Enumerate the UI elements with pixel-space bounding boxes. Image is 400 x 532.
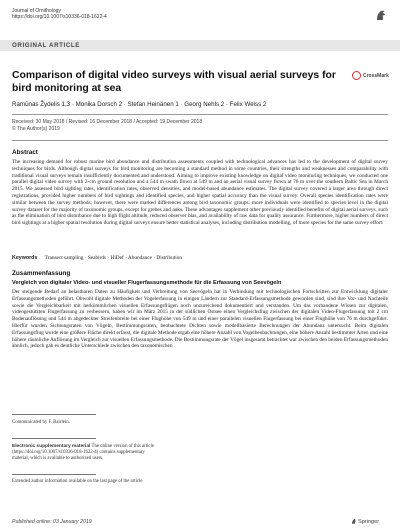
extended-info-divider	[12, 474, 96, 475]
esm-note	[12, 444, 162, 463]
esm-label: Electronic supplementary material	[12, 444, 91, 449]
publisher-name: Springer	[358, 519, 380, 525]
keywords-label: Keywords	[12, 255, 38, 261]
article-type-label: ORIGINAL ARTICLE	[12, 41, 81, 49]
keywords-line	[12, 255, 182, 261]
journal-header	[12, 8, 107, 20]
copyright-line: © The Author(s) 2019	[12, 125, 60, 132]
article-title: Comparison of digital video surveys with visual aerial surveys for bird monitoring at sea	[12, 70, 336, 94]
article-type-badge	[0, 40, 400, 51]
author-list: Ramūnas Žydelis 1,3 · Monika Dorsch 2 · Stefan Heinänen 1 · Georg Nehls 2 · Felix Weiss 2	[12, 101, 267, 108]
crossmark-label: CrossMark	[363, 72, 389, 79]
zusammenfassung-text: Der steigende Bedarf an belastbaren Daten zu Häufigkeit und Verbreitung von Seevögeln hat in Verbindung mit technologischen Fortschritten zur Entwicklung digitaler Erfassungsmethoden geführt. Obwohl digitale Methoden der Vogelerfassung in einigen Ländern zur Standard-Erfassungsmethode geworden sind, sind ihre Vor- und Nachteile sowie die Vergleichbarkeit mit herkömmlichen visuellen Erfassungsflügen noch unzureichend dokumentiert und verstanden. Um das vorhandene Wissen zur digitalen, videogestützten Flugerfassung zu verbessern, haben wir im März 2015 in der südlichen Ostsee einen Vergleichsflug zwischen der digitalen Video-Flugerfassung mit 2 cm Bodenauflösung und 544 m abgedeckter Streifenbreite bei einer Flughöhe von 549 m und einer parallelen visuellen Flugerfassung bei einer Flughöhe von 76 m durchgeführt. Hierfür wurden Sichtungsraten von Vögeln, Bestimmungsraten, beobachtete Dichten sowie modellbasierte Berechnungen der Abundanz untersucht. Beim digitalen Erfassungsflug wurde eine größere Fläche direkt erfasst, die digitale Methode ergab eine höhere Anzahl von Vogelbeobachtungen, eine höhere Anzahl bestimmter Arten und eine höhere räumliche Auflösung im Vergleich zur visuellen Erfassungsmethode. Die Bestimmungsrate der Vögel insgesamt betrachtet war zwischen den beiden Erfassungsmethoden ähnlich, jedoch gab es deutliche Unterschiede zwischen den taxonomischen	[12, 289, 388, 350]
header-divider	[12, 114, 388, 115]
published-date: Published online: 03 January 2019	[12, 519, 92, 525]
springer-small-horse-icon	[351, 518, 356, 524]
abstract-divider	[12, 140, 388, 141]
zusammenfassung-heading: Zusammenfassung	[12, 270, 71, 277]
footnote-divider	[12, 414, 96, 415]
abstract-heading: Abstract	[12, 149, 38, 156]
abstract-text: The increasing demand for robust marine bird abundance and distribution assessments coupled with technological advances has led to the development of digital survey techniques for birds. Although digital surveys for bird monitoring are becoming a standard method in some countries, their strengths and weaknesses and comparability with traditional visual surveys remain insufficiently documented and understood. Aiming to improve existing knowledge on digital video monitoring techniques, we conducted one parallel digital video survey with 2-cm ground resolution and a 544 m swath flown at 549 m and an aerial visual survey flown at 76 m over the southern Baltic Sea in March 2015. We assessed bird sighting rates, identification rates, observed densities, and model-based abundance estimates. The digital survey covered a larger area through direct registrations, provided higher numbers of bird sightings and identified species, and higher spatial accuracy than the visual survey. Overall species identification rates were similar between the survey methods; however, there were marked differences among bird taxonomic groups: more individuals were identified to species level in the digital survey dataset for the majority of taxonomic groups, except for grebes and auks. These advantages supplement other previously identified benefits of digital aerial surveys, such as the elimination of bird disturbance due to high flight altitude, reduced observer bias, and availability of raw data for quality assurance. Furthermore, higher numbers of direct bird sightings at a higher spatial resolution during digital surveys ensure better statistical analyses, including distribution modelling, of more species for the same survey effort.	[12, 159, 388, 227]
crossmark-button[interactable]	[352, 71, 389, 83]
journal-name: Journal of Ornithology	[12, 8, 61, 14]
keywords-text: Transect sampling · Seabirds · HiDef · Abundance · Distribution	[44, 255, 183, 261]
journal-doi-link[interactable]: https://doi.org/10.1007/s10336-018-1622-4	[12, 14, 107, 21]
esm-divider	[12, 438, 96, 439]
esm-text: The online version of this article (https://doi.org/10.1007/s10336-018-1622-4) contains supplementary material, which is available to authorized users.	[12, 444, 154, 462]
springer-horse-logo-icon	[374, 8, 388, 22]
article-dates	[12, 119, 202, 132]
zusammenfassung-title: Vergleich von digitaler Video- und visueller Flugerfassungsmethode für die Erfassung von Seevögeln	[12, 280, 282, 286]
extended-author-info: Extended author information available on the last page of the article	[12, 479, 143, 484]
crossmark-icon	[352, 71, 361, 80]
publisher-brand	[351, 518, 379, 525]
history-dates: Received: 30 May 2018 / Revised: 16 December 2018 / Accepted: 19 December 2018	[12, 119, 203, 125]
communicated-note: Communicated by F. Bairlein.	[12, 420, 70, 425]
